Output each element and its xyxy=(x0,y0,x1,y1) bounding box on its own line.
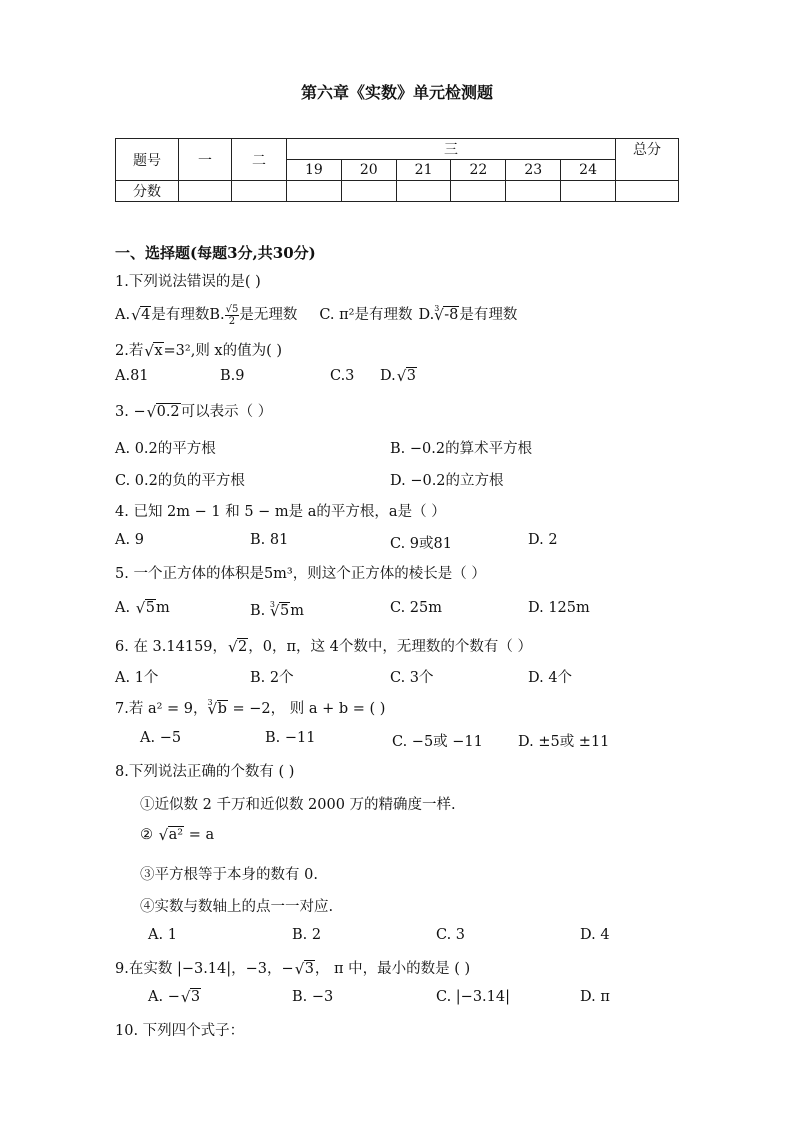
score-cell xyxy=(232,181,287,202)
q1-option-a: A.√ 4是有理数 xyxy=(115,307,209,323)
question-10-stem: 10. 下列四个式子： xyxy=(115,1023,245,1039)
q7-option-a: A. −5 xyxy=(140,730,182,746)
score-cell xyxy=(287,181,342,202)
q3-option-c: C. 0.2的负的平方根 xyxy=(115,473,245,489)
score-cell xyxy=(451,181,506,202)
question-9-stem: 9.在实数 |−3.14|，−3，−√ 3， π 中，最小的数是 ( ) xyxy=(115,957,470,978)
q6-option-c: C. 3个 xyxy=(390,670,434,686)
q8-option-a: A. 1 xyxy=(148,927,177,943)
q3-option-b: B. −0.2的算术平方根 xyxy=(390,441,533,457)
score-table-sub-21: 21 xyxy=(396,160,451,181)
q5-option-d: D. 125m xyxy=(528,600,590,616)
q8-statement-1: ①近似数 2 千万和近似数 2000 万的精确度一样. xyxy=(140,797,456,813)
q8-statement-4: ④实数与数轴上的点一一对应. xyxy=(140,899,334,915)
question-1-options xyxy=(115,303,517,327)
score-cell xyxy=(561,181,616,202)
score-table-sub-24: 24 xyxy=(561,160,616,181)
score-cell xyxy=(506,181,561,202)
q9-option-a: A. −√ 3 xyxy=(148,989,201,1005)
score-cell xyxy=(179,181,232,202)
q5-option-b: B. $^3$√ 5m xyxy=(250,600,304,619)
q5-option-c: C. 25m xyxy=(390,600,442,616)
score-table-label-fenshu: 分数 xyxy=(116,181,179,202)
score-table-sub-22: 22 xyxy=(451,160,506,181)
question-3-stem: 3. −√ 0.2可以表示（ ） xyxy=(115,400,272,421)
score-table-col-1: 一 xyxy=(179,139,232,181)
score-table xyxy=(115,138,679,202)
question-5-stem: 5. 一个正方体的体积是5m³，则这个正方体的棱长是（ ） xyxy=(115,566,486,582)
q8-option-b: B. 2 xyxy=(292,927,322,943)
score-cell xyxy=(341,181,396,202)
section-heading: 一、选择题(每题3分,共30分) xyxy=(115,244,316,262)
score-table-col-3: 三 xyxy=(287,139,616,160)
q3-option-d: D. −0.2的立方根 xyxy=(390,473,504,489)
q6-option-d: D. 4个 xyxy=(528,670,573,686)
score-table-col-2: 二 xyxy=(232,139,287,181)
q7-option-b: B. −11 xyxy=(265,730,316,746)
question-7-stem: 7.若 a² = 9，$^3$√ b = −2， 则 a + b = ( ) xyxy=(115,697,385,718)
q5-option-a: A. √ 5m xyxy=(115,600,170,616)
q8-statement-2: ② √ a² = a xyxy=(140,827,214,843)
score-table-sub-23: 23 xyxy=(506,160,561,181)
q2-option-c: C.3 xyxy=(330,368,355,384)
question-1-stem: 1.下列说法错误的是( ) xyxy=(115,274,261,290)
q9-option-d: D. π xyxy=(580,989,610,1005)
q3-option-a: A. 0.2的平方根 xyxy=(115,441,216,457)
q8-option-d: D. 4 xyxy=(580,927,610,943)
q1-option-b: B. $\frac{√5}{2}$ 是无理数 xyxy=(209,303,298,327)
q6-option-a: A. 1个 xyxy=(115,670,159,686)
q2-option-d: D.√ 3 xyxy=(380,368,417,384)
question-2-stem: 2.若√ x=3²,则 x的值为( ) xyxy=(115,339,282,360)
question-4-stem: 4. 已知 2m − 1 和 5 − m是 a的平方根，a是（ ） xyxy=(115,504,446,520)
q7-option-c: C. −5或 −11 xyxy=(392,734,483,750)
q2-option-a: A.81 xyxy=(115,368,149,384)
page-title: 第六章《实数》单元检测题 xyxy=(300,83,493,102)
score-table-header-tihao: 题号 xyxy=(116,139,179,181)
score-cell xyxy=(616,181,679,202)
q4-option-b: B. 81 xyxy=(250,532,289,548)
question-6-stem: 6. 在 3.14159，√ 2，0，π，这 4个数中，无理数的个数有（ ） xyxy=(115,635,532,656)
q8-statement-3: ③平方根等于本身的数有 0. xyxy=(140,867,318,883)
score-cell xyxy=(396,181,451,202)
q4-option-c: C. 9或81 xyxy=(390,536,452,552)
q9-option-c: C. |−3.14| xyxy=(436,989,511,1005)
q8-option-c: C. 3 xyxy=(436,927,466,943)
q4-option-a: A. 9 xyxy=(115,532,144,548)
score-table-total: 总分 xyxy=(616,139,679,181)
q1-option-c: C. π²是有理数 xyxy=(319,307,413,323)
score-table-sub-20: 20 xyxy=(341,160,396,181)
q2-option-b: B.9 xyxy=(220,368,245,384)
q4-option-d: D. 2 xyxy=(528,532,558,548)
q1-option-d: D.$^3$√ -8是有理数 xyxy=(418,307,517,323)
score-table-sub-19: 19 xyxy=(287,160,342,181)
q9-option-b: B. −3 xyxy=(292,989,334,1005)
question-8-stem: 8.下列说法正确的个数有 ( ) xyxy=(115,764,295,780)
q6-option-b: B. 2个 xyxy=(250,670,294,686)
q7-option-d: D. ±5或 ±11 xyxy=(518,734,610,750)
